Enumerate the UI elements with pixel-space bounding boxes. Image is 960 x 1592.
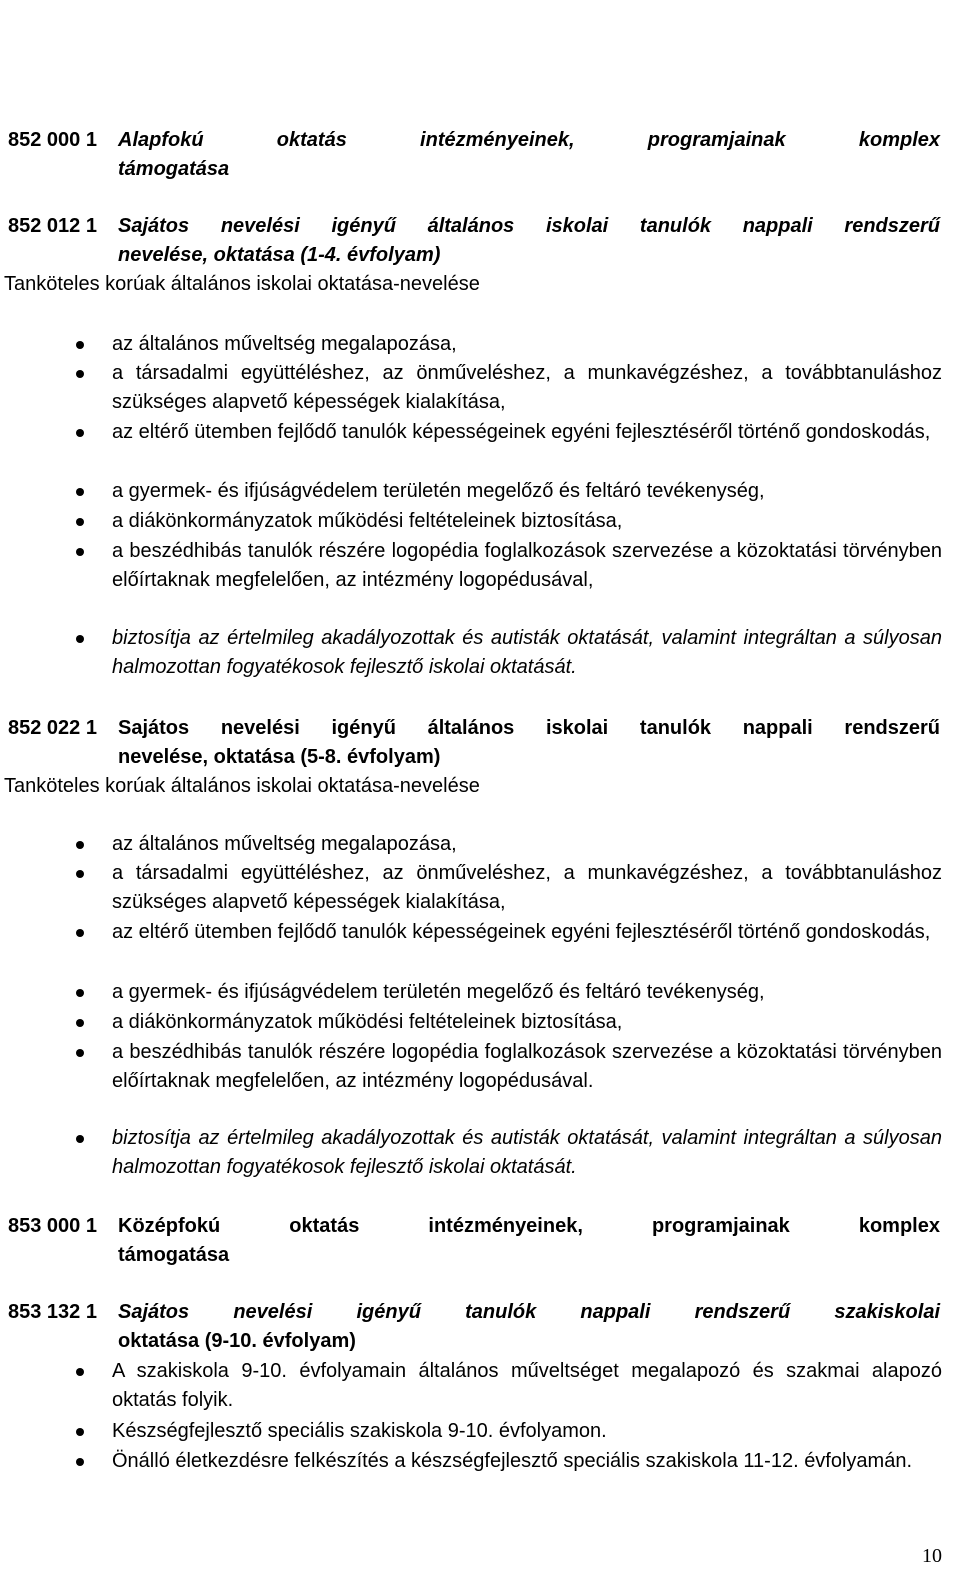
bullet-icon [76, 518, 84, 526]
list-item-text: a gyermek- és ifjúságvédelem területén megelőző és feltáró tevékenység, [112, 981, 765, 1003]
section-title-line1: Sajátos nevelési igényű általános iskolai tanulók nappali rendszerű [118, 717, 940, 739]
section-subtitle: Tanköteles korúak általános iskolai oktatása-nevelése [4, 775, 480, 797]
bullet-icon [76, 429, 84, 437]
section-code: 852 012 1 [8, 215, 97, 237]
bullet-icon [76, 870, 84, 878]
bullet-icon [76, 1368, 84, 1376]
bullet-icon [76, 635, 84, 643]
page-number: 10 [922, 1545, 942, 1567]
section-title-line2: oktatása (9-10. évfolyam) [118, 1330, 356, 1352]
list-item-text: a beszédhibás tanulók részére logopédia foglalkozások szervezése a közoktatási törvényben előírtaknak megfelelően, az intézmény logopédusával, [112, 540, 942, 591]
list-item-text: a társadalmi együttéléshez, az önműveléshez, a munkavégzéshez, a továbbtanuláshoz szükséges alapvető képességek kialakítása, [112, 862, 942, 913]
bullet-icon [76, 1049, 84, 1057]
header-institution-line1: Aranyhíd Nevelési - Oktatási Integrációs Központ, Egységes Gyógypedagógiai, Konduktív Pedagógiai [0, 0, 902, 22]
bullet-icon [76, 341, 84, 349]
list-item-text: a diákönkormányzatok működési feltételeinek biztosítása, [112, 510, 623, 532]
section-code: 853 132 1 [8, 1301, 97, 1323]
bullet-icon [76, 1135, 84, 1143]
bullet-icon [76, 548, 84, 556]
list-item-text: a beszédhibás tanulók részére logopédia foglalkozások szervezése a közoktatási törvényben előírtaknak megfelelően, az intézmény logopédusával. [112, 1041, 942, 1092]
list-item-text: biztosítja az értelmileg akadályozottak és autisták oktatását, valamint integráltan a súlyosan halmozottan fogyatékosok fejlesztő iskolai oktatását. [112, 1127, 942, 1178]
section-title-line2: támogatása [118, 1244, 230, 1266]
list-item-text: a diákönkormányzatok működési feltételeinek biztosítása, [112, 1011, 623, 1033]
list-item-text: a társadalmi együttéléshez, az önműveléshez, a munkavégzéshez, a továbbtanuláshoz szükséges alapvető képességek kialakítása, [112, 362, 942, 413]
bullet-icon [76, 841, 84, 849]
list-item-text: biztosítja az értelmileg akadályozottak és autisták oktatását, valamint integráltan a súlyosan halmozottan fogyatékosok fejlesztő iskolai oktatását. [112, 627, 942, 678]
bullet-icon [76, 1428, 84, 1436]
section-title-line1: Középfokú oktatás intézményeinek, programjainak komplex [118, 1215, 940, 1237]
list-item-text: Önálló életkezdésre felkészítés a készségfejlesztő speciális szakiskola 11-12. évfolyamán. [112, 1450, 913, 1472]
list-item-text: az eltérő ütemben fejlődő tanulók képességeinek egyéni fejlesztéséről történő gondoskodás, [112, 421, 931, 443]
section-title-line2: támogatása [118, 158, 230, 180]
header-institution-line2: Módszertani Intézmény, Óvoda, Általános Iskola és Speciális Szakiskola [0, 21, 640, 43]
bullet-icon [76, 488, 84, 496]
section-title-line2: nevelése, oktatása (5-8. évfolyam) [118, 746, 441, 768]
bullet-icon [76, 989, 84, 997]
list-item-text: Készségfejlesztő speciális szakiskola 9-10. évfolyamon. [112, 1420, 607, 1442]
bullet-icon [76, 929, 84, 937]
section-code: 853 000 1 [8, 1215, 97, 1237]
section-title-line1: Sajátos nevelési igényű tanulók nappali rendszerű szakiskolai [118, 1301, 940, 1323]
header-document-title: SZERVEZETI ÉS MŰKÖDÉSI SZABÁLYZATA [255, 73, 665, 95]
bullet-icon [76, 1019, 84, 1027]
list-item-text: a gyermek- és ifjúságvédelem területén megelőző és feltáró tevékenység, [112, 480, 765, 502]
list-item-text: az általános műveltség megalapozása, [112, 333, 457, 355]
list-item-text: A szakiskola 9-10. évfolyamain általános műveltséget megalapozó és szakmai alapozó oktatás folyik. [112, 1360, 942, 1411]
list-item-text: az eltérő ütemben fejlődő tanulók képességeinek egyéni fejlesztéséről történő gondoskodás, [112, 921, 931, 943]
section-subtitle: Tanköteles korúak általános iskolai oktatása-nevelése [4, 273, 480, 295]
section-code: 852 000 1 [8, 129, 97, 151]
bullet-icon [76, 1458, 84, 1466]
section-code: 852 022 1 [8, 717, 97, 739]
section-title-line2: nevelése, oktatása (1-4. évfolyam) [118, 244, 441, 266]
list-item-text: az általános műveltség megalapozása, [112, 833, 457, 855]
section-title-line1: Sajátos nevelési igényű általános iskolai tanulók nappali rendszerű [118, 215, 940, 237]
section-title-line1: Alapfokú oktatás intézményeinek, programjainak komplex [118, 129, 940, 151]
bullet-icon [76, 370, 84, 378]
